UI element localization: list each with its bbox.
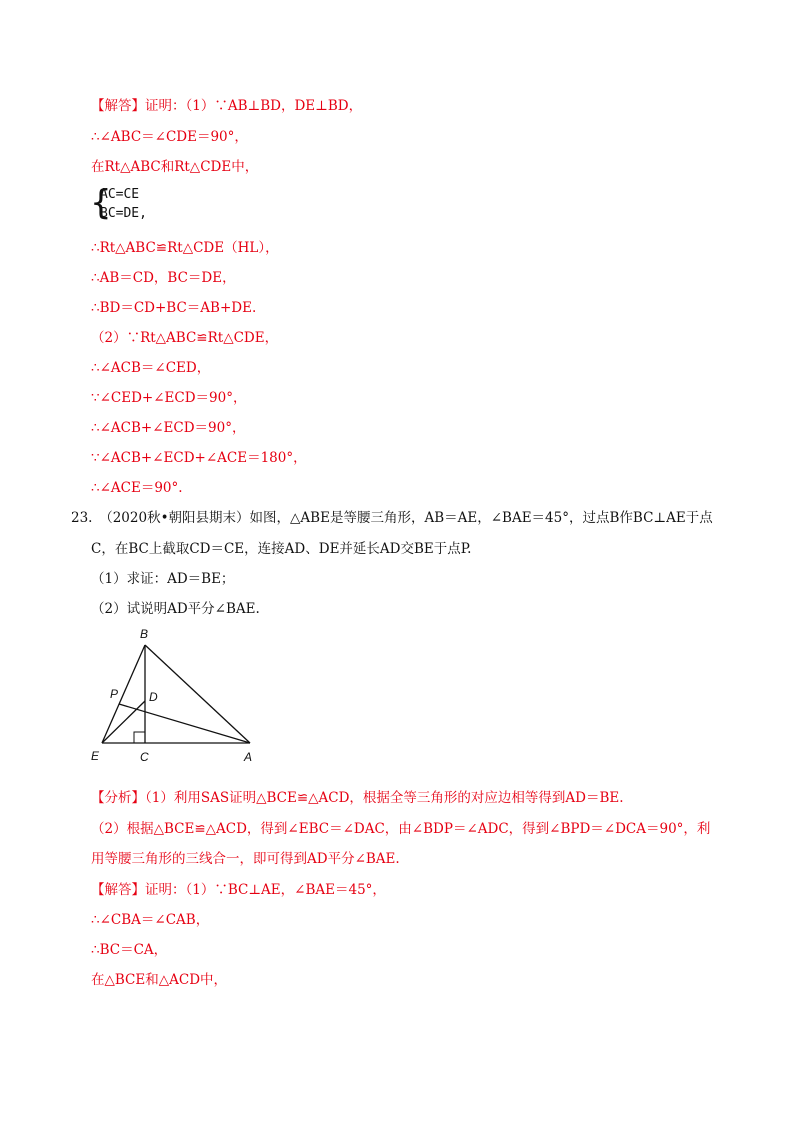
analysis-line-1: 【分析】（1）利用SAS证明△BCE≌△ACD，根据全等三角形的对应边相等得到AD＝BE.: [91, 790, 624, 806]
analysis-line-2: （2）根据△BCE≌△ACD，得到∠EBC＝∠DAC，由∠BDP＝∠ADC，得到∠BPD＝∠DCA＝90°，利: [91, 821, 711, 837]
answer1-line-7: （2）∵Rt△ABC≌Rt△CDE，: [91, 330, 279, 346]
brace-symbol: {: [90, 183, 112, 223]
answer1-line-8: ∴∠ACB＝∠CED，: [91, 360, 211, 376]
answer1-line-1: 【解答】证明：（1）∵AB⊥BD，DE⊥BD，: [91, 98, 363, 114]
answer1-line-11: ∵∠ACB+∠ECD+∠ACE＝180°，: [91, 450, 307, 466]
analysis-line-3: 用等腰三角形的三线合一，即可得到AD平分∠BAE.: [91, 851, 400, 867]
label-B: B: [140, 627, 149, 641]
equation-1: AC=CE: [100, 187, 140, 202]
geometry-figure: [88, 625, 263, 770]
answer1-line-3: 在Rt△ABC和Rt△CDE中，: [91, 159, 259, 175]
right-angle-mark-C: [134, 732, 145, 743]
label-P: P: [110, 687, 119, 701]
answer1-line-2: ∴∠ABC＝∠CDE＝90°，: [91, 129, 248, 145]
label-C: C: [140, 750, 149, 764]
answer2-line-1: 【解答】证明：（1）∵BC⊥AE，∠BAE＝45°，: [91, 882, 386, 898]
answer1-line-12: ∴∠ACE＝90°.: [91, 480, 183, 496]
answer2-line-2: ∴∠CBA＝∠CAB，: [91, 912, 210, 928]
answer1-line-9: ∵∠CED+∠ECD＝90°，: [91, 390, 247, 406]
question-line-2: C，在BC上截取CD＝CE，连接AD、DE并延长AD交BE于点P.: [91, 541, 472, 557]
question-line-1: 23. （2020秋•朝阳县期末）如图，△ABE是等腰三角形，AB＝AE，∠BAE＝45°，过点B作BC⊥AE于点: [71, 510, 713, 526]
question-line-4: （2）试说明AD平分∠BAE.: [91, 601, 260, 617]
segment-PA: [119, 704, 250, 743]
answer2-line-4: 在△BCE和△ACD中，: [91, 972, 228, 988]
answer1-line-4: ∴Rt△ABC≌Rt△CDE（HL），: [91, 240, 279, 256]
label-A: A: [244, 750, 253, 764]
label-D: D: [149, 690, 158, 704]
equation-2: BC=DE,: [100, 206, 147, 221]
equation-system: [90, 185, 170, 225]
question-line-3: （1）求证：AD＝BE；: [91, 571, 235, 587]
segment-BA: [145, 645, 250, 743]
answer2-line-3: ∴BC＝CA，: [91, 942, 168, 958]
label-E: E: [91, 749, 100, 763]
answer1-line-5: ∴AB＝CD，BC＝DE，: [91, 270, 236, 286]
segment-ED: [102, 701, 145, 743]
segment-BE: [102, 645, 145, 743]
answer1-line-10: ∴∠ACB+∠ECD＝90°，: [91, 420, 246, 436]
answer1-line-6: ∴BD＝CD+BC＝AB+DE.: [91, 300, 257, 316]
